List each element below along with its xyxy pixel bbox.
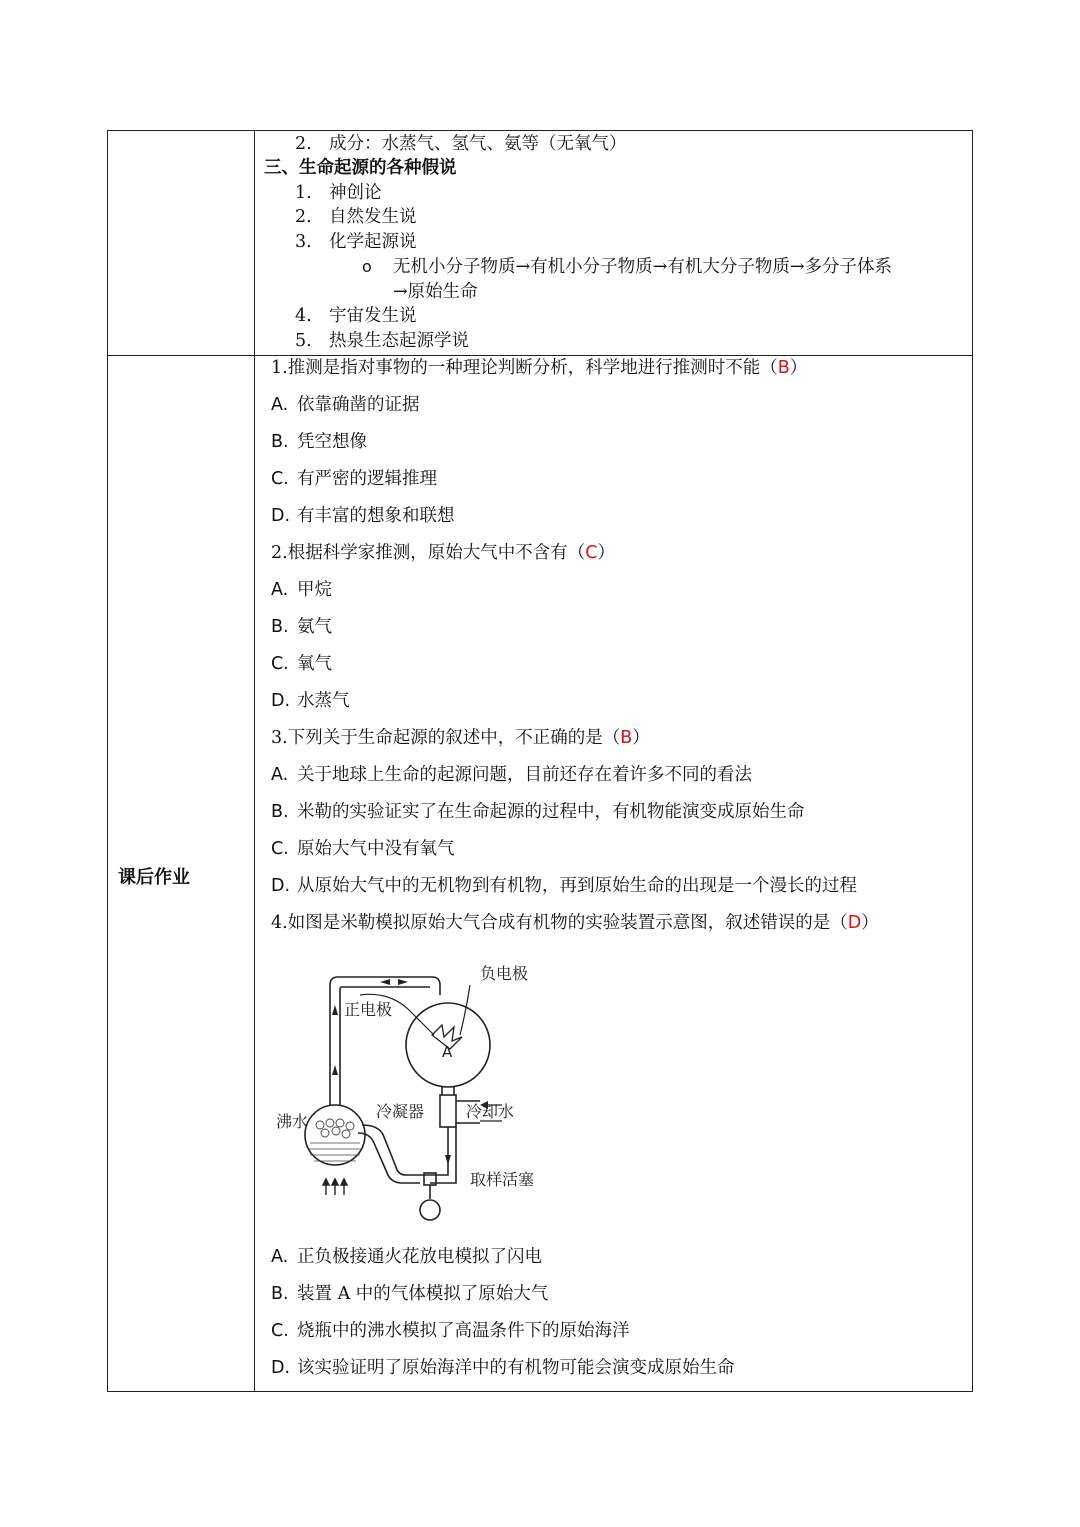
option: D. 有丰富的想象和联想 xyxy=(271,506,455,526)
answer-4: D xyxy=(847,913,862,933)
miller-experiment-diagram xyxy=(270,955,550,1225)
answer-2: C xyxy=(585,543,598,563)
chamber-a-label: A xyxy=(442,1043,453,1061)
question-1-stem: 1.推测是指对事物的一种理论判断分析，科学地进行推测时不能（B） xyxy=(271,358,808,378)
answer-3: B xyxy=(620,728,633,748)
option: C. 烧瓶中的沸水模拟了高温条件下的原始海洋 xyxy=(271,1321,630,1341)
boiling-water-label: 沸水 xyxy=(276,1112,309,1131)
atmosphere-composition-item: 2. 成分：水蒸气、氢气、氨等（无氧气） xyxy=(295,134,627,154)
option: B. 装置 A 中的气体模拟了原始大气 xyxy=(271,1284,549,1304)
chemical-origin-chain-cont: →原始生命 xyxy=(393,282,478,302)
answer-1: B xyxy=(777,358,790,378)
hypothesis-item: 4. 宇宙发生说 xyxy=(295,306,417,326)
option: A. 关于地球上生命的起源问题，目前还存在着许多不同的看法 xyxy=(271,765,752,785)
option: D. 水蒸气 xyxy=(271,691,350,711)
homework-label: 课后作业 xyxy=(118,867,190,888)
option: C. 氧气 xyxy=(271,654,332,674)
chemical-origin-chain: 无机小分子物质→有机小分子物质→有机大分子物质→多分子体系 xyxy=(393,257,892,277)
option: D. 从原始大气中的无机物到有机物，再到原始生命的出现是一个漫长的过程 xyxy=(271,876,857,896)
option: A. 正负极接通火花放电模拟了闪电 xyxy=(271,1247,542,1267)
hypothesis-item: 2. 自然发生说 xyxy=(295,207,417,227)
column-divider xyxy=(254,131,255,1391)
hypothesis-item: 1. 神创论 xyxy=(295,183,382,203)
question-3-stem: 3.下列关于生命起源的叙述中，不正确的是（B） xyxy=(271,728,650,748)
cooling-water-label: 冷却水 xyxy=(466,1102,515,1121)
option: A. 依靠确凿的证据 xyxy=(271,395,420,415)
question-4-stem: 4.如图是米勒模拟原始大气合成有机物的实验装置示意图，叙述错误的是（D） xyxy=(271,913,879,933)
condenser-label: 冷凝器 xyxy=(376,1102,425,1121)
option: B. 米勒的实验证实了在生命起源的过程中，有机物能演变成原始生命 xyxy=(271,802,805,822)
question-2-stem: 2.根据科学家推测，原始大气中不含有（C） xyxy=(271,543,615,563)
option: D. 该实验证明了原始海洋中的有机物可能会演变成原始生命 xyxy=(271,1358,735,1378)
section3-heading: 三、生命起源的各种假说 xyxy=(264,158,457,178)
sampling-valve-label: 取样活塞 xyxy=(470,1170,535,1189)
bullet-marker: o xyxy=(362,257,372,276)
neg-electrode-label: 负电极 xyxy=(480,964,529,983)
option: A. 甲烷 xyxy=(271,580,332,600)
option: C. 原始大气中没有氧气 xyxy=(271,839,455,859)
option: B. 氨气 xyxy=(271,617,332,637)
hypothesis-item: 5. 热泉生态起源学说 xyxy=(295,331,469,351)
option: B. 凭空想像 xyxy=(271,432,367,452)
option: C. 有严密的逻辑推理 xyxy=(271,469,437,489)
pos-electrode-label: 正电极 xyxy=(344,1000,393,1019)
hypothesis-item: 3. 化学起源说 xyxy=(295,232,417,252)
